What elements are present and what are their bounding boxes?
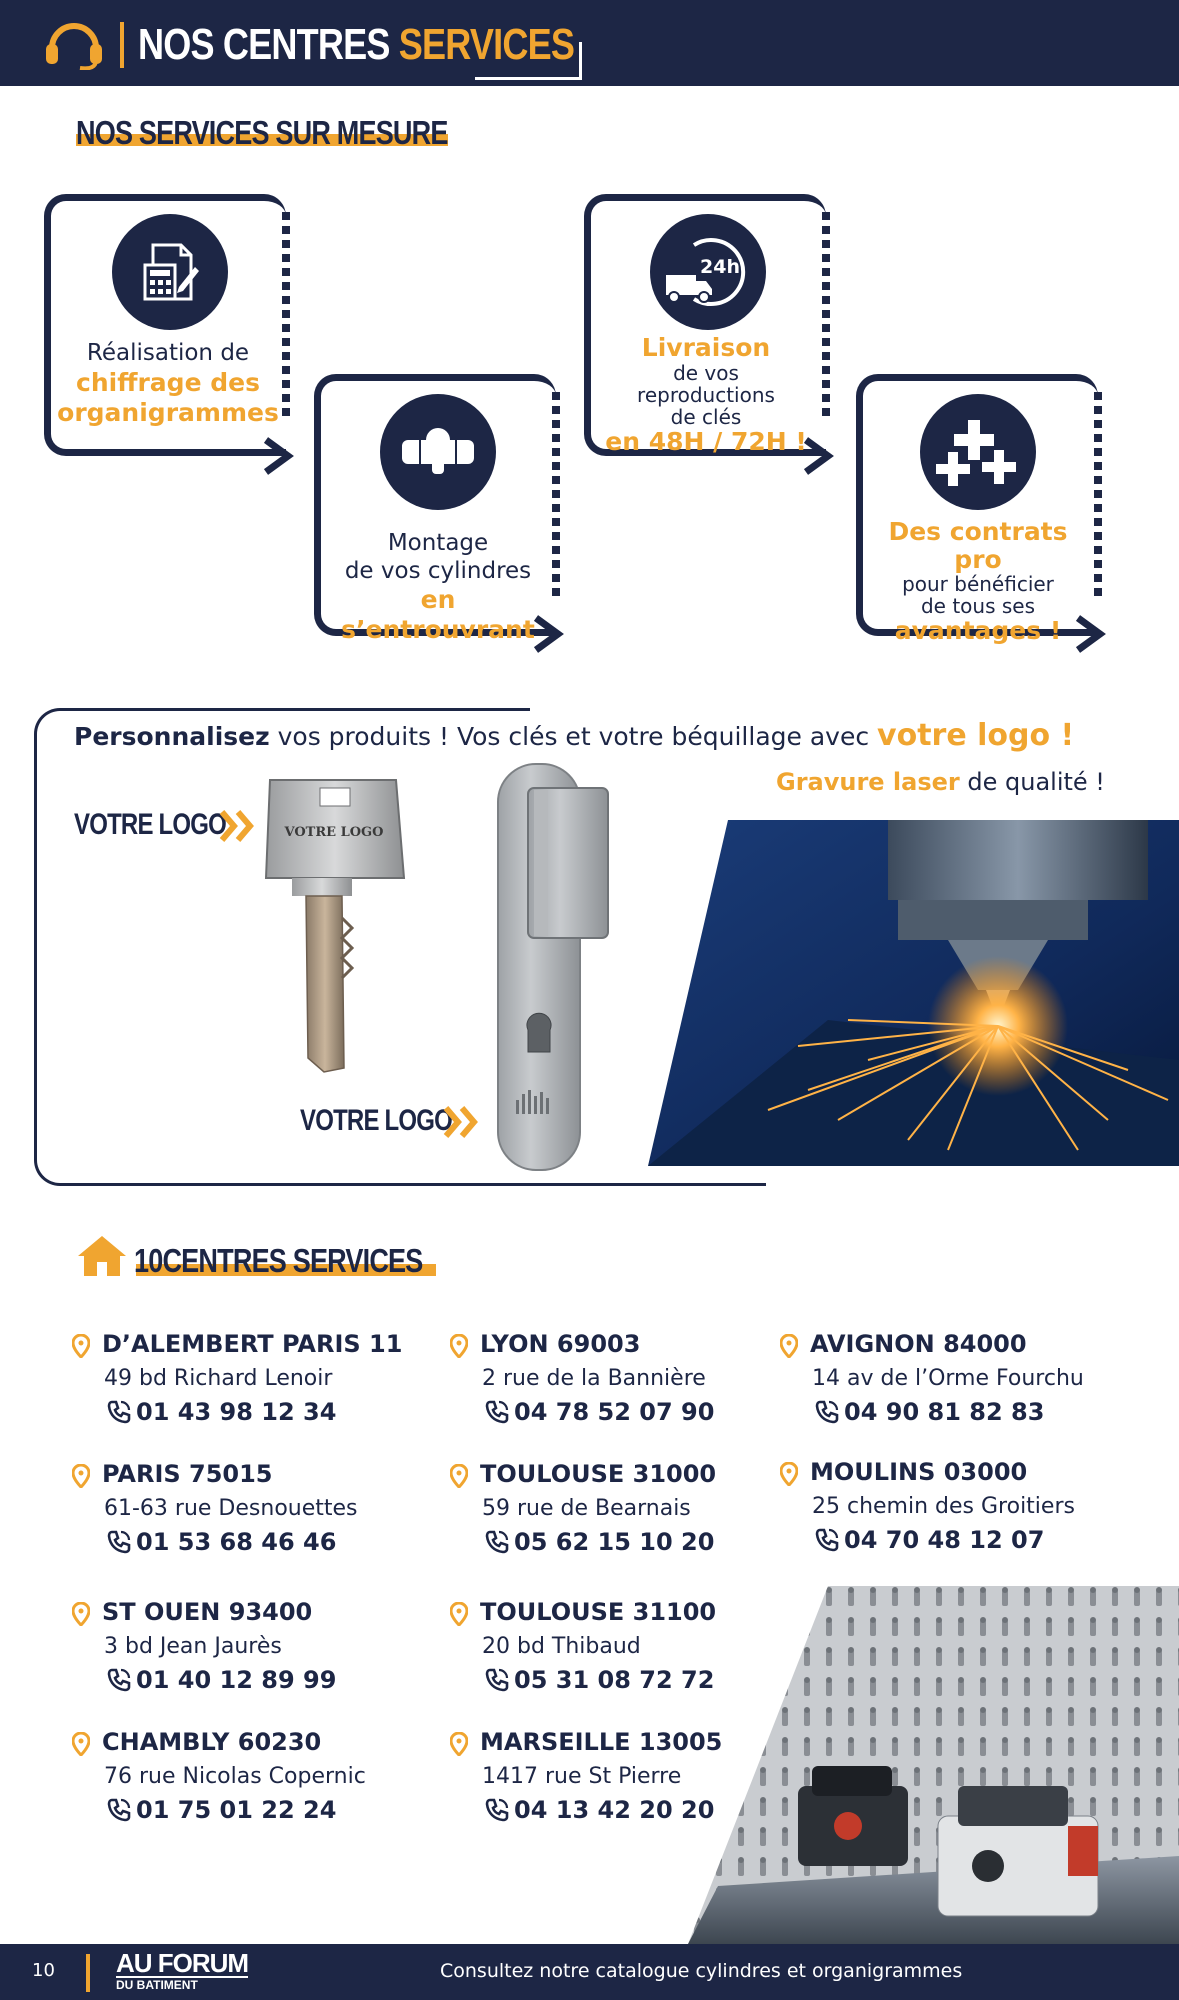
phone-number: 04 78 52 07 90 [514,1398,715,1426]
centre-phone[interactable] [814,1398,1044,1426]
card3-bold2: en 48H / 72H ! [605,426,807,456]
phone-icon [484,1399,510,1425]
phone-icon [814,1527,840,1553]
card2-text [320,530,556,645]
location-pin-icon [450,1464,468,1488]
phone-number: 01 53 68 46 46 [136,1528,337,1556]
centre-address: 3 bd Jean Jaurès [104,1634,282,1659]
laser-engraving-photo [648,820,1179,1166]
header-separator [120,22,124,68]
key-logo-label: VOTRE LOGO [74,808,227,841]
card3-line3: de clés [670,404,742,429]
card4-bold1: Des contrats pro [888,517,1068,574]
centre-address: 2 rue de la Bannière [482,1366,706,1391]
card2-bold1: en s’entrouvrant [341,585,535,645]
phone-number: 01 40 12 89 99 [136,1666,337,1694]
centre-city: MARSEILLE 13005 [480,1728,723,1756]
phone-number: 01 75 01 22 24 [136,1796,337,1824]
centre-phone[interactable] [484,1398,714,1426]
arrow-icon [258,436,298,480]
card4-bold2: avantages ! [894,616,1062,645]
phone-icon [814,1399,840,1425]
card3-bold1: Livraison [641,333,771,362]
phone-icon [484,1529,510,1555]
location-pin-icon [780,1334,798,1358]
location-pin-icon [72,1464,90,1488]
centre-address: 25 chemin des Groitiers [812,1494,1075,1519]
centre-phone[interactable] [106,1796,336,1824]
centre-address: 59 rue de Bearnais [482,1496,691,1521]
brand-logo [116,1950,248,1991]
centre-phone[interactable] [484,1528,714,1556]
card3-line1: de vos [673,360,739,385]
centre-phone[interactable] [106,1398,336,1426]
footer-separator [86,1954,90,1992]
phone-icon [106,1797,132,1823]
card3-line2: reproductions [637,382,775,407]
centre-city: TOULOUSE 31100 [480,1598,717,1626]
location-pin-icon [450,1732,468,1756]
centres-title: 10CENTRES SERVICES [134,1242,423,1279]
location-pin-icon [780,1462,798,1486]
centre-phone[interactable] [106,1528,336,1556]
card4-text [862,518,1094,645]
centre-city: PARIS 75015 [102,1460,273,1488]
centre-city: D’ALEMBERT PARIS 11 [102,1330,403,1358]
centre-phone[interactable] [814,1526,1044,1554]
phone-icon [106,1667,132,1693]
location-pin-icon [450,1602,468,1626]
phone-icon [484,1667,510,1693]
centre-city: ST OUEN 93400 [102,1598,313,1626]
location-pin-icon [72,1602,90,1626]
handle-logo-label: VOTRE LOGO [300,1104,453,1137]
card3-text [590,334,822,455]
centre-address: 1417 rue St Pierre [482,1764,682,1789]
page-number: 10 [32,1960,55,1981]
centre-address: 49 bd Richard Lenoir [104,1366,333,1391]
centre-address: 20 bd Thibaud [482,1634,641,1659]
centre-address: 61-63 rue Desnouettes [104,1496,358,1521]
card-dashes [1094,392,1102,598]
phone-number: 05 62 15 10 20 [514,1528,715,1556]
house-icon [76,1234,128,1282]
location-pin-icon [450,1334,468,1358]
centre-city: TOULOUSE 31000 [480,1460,717,1488]
card4-line1: pour bénéficier [902,572,1054,596]
card1-line1: Réalisation de [86,340,250,366]
phone-number: 04 70 48 12 07 [844,1526,1045,1554]
centre-phone[interactable] [484,1796,714,1824]
laser-caption: Gravure laser de qualité ! [776,768,1105,796]
services-title: NOS SERVICES SUR MESURE [76,114,448,151]
location-pin-icon [72,1334,90,1358]
brand-line1: AU FORUM [116,1948,249,1978]
svg-text:24h: 24h [700,256,740,278]
location-pin-icon [72,1732,90,1756]
card1-bold2: organigrammes [57,397,279,427]
brand-line2: DU BATIMENT [116,1976,248,1991]
centre-address: 76 rue Nicolas Copernic [104,1764,366,1789]
footer-text: Consultez notre catalogue cylindres et organigrammes [440,1960,963,1982]
card-dashes [822,212,830,418]
card2-line2: de vos cylindres [344,557,532,584]
headset-icon [42,18,106,70]
cylinder-lock-icon [380,394,496,510]
phone-number: 05 31 08 72 72 [514,1666,715,1694]
centre-city: CHAMBLY 60230 [102,1728,322,1756]
key-image [246,768,426,1078]
calculator-document-icon [112,214,228,330]
card1-text [50,340,286,428]
centre-city: MOULINS 03000 [810,1458,1028,1486]
centre-address: 14 av de l’Orme Fourchu [812,1366,1084,1391]
phone-icon [484,1797,510,1823]
frame-bottom-line [60,1183,766,1186]
plus-signs-icon [920,394,1036,510]
phone-number: 04 90 81 82 83 [844,1398,1045,1426]
card1-bold1: chiffrage des [76,367,260,397]
page-title: NOS CENTRES SERVICES [138,20,575,69]
chevrons-icon [442,1104,482,1144]
title-underline [475,42,582,80]
card4-line2: de tous ses [920,594,1036,618]
personalize-lead: Personnalisez vos produits ! Vos clés et votre béquillage avec votre logo ! [74,718,1075,753]
phone-icon [106,1399,132,1425]
centre-city: LYON 69003 [480,1330,641,1358]
delivery-truck-icon [650,214,766,330]
centre-city: AVIGNON 84000 [810,1330,1027,1358]
phone-icon [106,1529,132,1555]
centre-phone[interactable] [484,1666,714,1694]
centre-phone[interactable] [106,1666,336,1694]
door-handle-image [494,760,614,1174]
svg-text:VOTRE LOGO: VOTRE LOGO [284,825,384,840]
phone-number: 04 13 42 20 20 [514,1796,715,1824]
card2-line1: Montage [387,530,489,556]
phone-number: 01 43 98 12 34 [136,1398,337,1426]
key-workshop-photo [688,1586,1179,1944]
